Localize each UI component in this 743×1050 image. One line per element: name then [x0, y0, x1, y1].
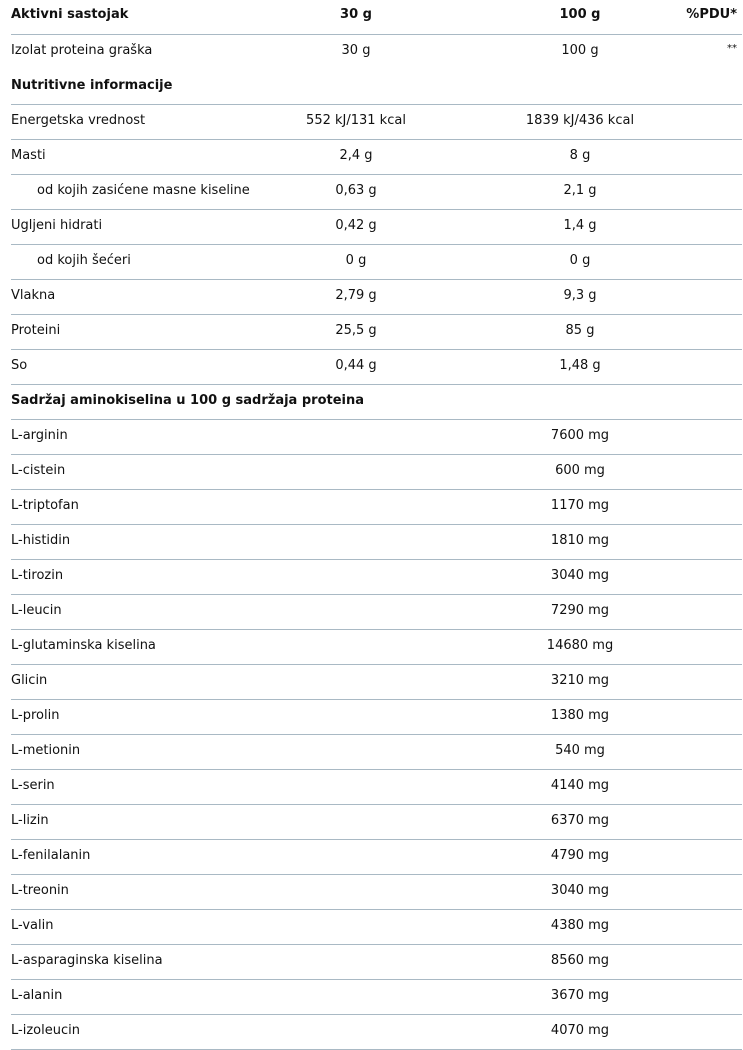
active-ingredient-name: Izolat proteina graška: [11, 43, 153, 58]
amino-acid-per-100g: 600 mg: [555, 463, 605, 478]
amino-acid-per-100g: 4070 mg: [550, 1023, 610, 1038]
amino-acid-row: [11, 770, 742, 805]
amino-acid-name: L-cistein: [11, 463, 66, 478]
nutrient-per-30g: 25,5 g: [335, 323, 377, 338]
amino-acid-per-100g: 7290 mg: [550, 603, 610, 618]
nutrient-per-100g: 9,3 g: [563, 288, 597, 303]
table-header-row: [11, 0, 742, 35]
amino-acid-name: L-glutaminska kiselina: [11, 638, 156, 653]
nutrient-per-100g: 0 g: [569, 253, 591, 268]
amino-acid-per-100g: 3210 mg: [550, 673, 610, 688]
amino-acid-name: Glicin: [11, 673, 48, 688]
nutrient-name: Proteini: [11, 323, 61, 338]
amino-acid-name: L-prolin: [11, 708, 60, 723]
amino-acid-row: [11, 525, 742, 560]
amino-acid-name: L-valin: [11, 918, 54, 933]
amino-acid-per-100g: 8560 mg: [550, 953, 610, 968]
amino-rows: [11, 420, 742, 1050]
amino-acid-name: L-leucin: [11, 603, 62, 618]
amino-acid-name: L-alanin: [11, 988, 63, 1003]
nutrient-per-100g: 1839 kJ/436 kcal: [525, 113, 635, 128]
amino-acid-name: L-histidin: [11, 533, 71, 548]
nutrition-table: [11, 0, 742, 1050]
nutrition-row: [11, 350, 742, 385]
nutrient-name: od kojih šećeri: [37, 253, 131, 268]
amino-acid-row: [11, 910, 742, 945]
amino-acid-name: L-serin: [11, 778, 55, 793]
amino-acid-per-100g: 3040 mg: [550, 568, 610, 583]
nutrition-row: [11, 315, 742, 350]
amino-acid-per-100g: 4790 mg: [550, 848, 610, 863]
amino-acid-name: L-tirozin: [11, 568, 64, 583]
amino-acid-per-100g: 14680 mg: [546, 638, 614, 653]
amino-acid-row: [11, 980, 742, 1015]
amino-acid-row: [11, 945, 742, 980]
amino-acid-per-100g: 4140 mg: [550, 778, 610, 793]
nutrition-row: [11, 245, 742, 280]
amino-section-title-row: [11, 385, 742, 420]
amino-acid-row: [11, 560, 742, 595]
amino-acid-row: [11, 595, 742, 630]
nutrient-per-100g: 2,1 g: [563, 183, 597, 198]
active-ingredient-30g: 30 g: [341, 43, 371, 58]
amino-acid-name: L-metionin: [11, 743, 81, 758]
nutrient-per-30g: 2,4 g: [339, 148, 373, 163]
header-ingredient-label: Aktivni sastojak: [11, 7, 129, 22]
amino-acid-per-100g: 3040 mg: [550, 883, 610, 898]
nutrient-per-100g: 1,4 g: [563, 218, 597, 233]
nutrient-per-30g: 2,79 g: [335, 288, 377, 303]
nutrition-row: [11, 105, 742, 140]
amino-acid-row: [11, 700, 742, 735]
amino-acid-row: [11, 665, 742, 700]
nutrient-per-30g: 0,42 g: [335, 218, 377, 233]
nutrient-per-30g: 0 g: [345, 253, 367, 268]
header-col-100g: 100 g: [559, 7, 601, 22]
nutrition-rows: [11, 105, 742, 385]
nutrient-name: Energetska vrednost: [11, 113, 146, 128]
nutrient-per-30g: 0,63 g: [335, 183, 377, 198]
amino-acid-per-100g: 540 mg: [555, 743, 605, 758]
amino-acid-name: L-treonin: [11, 883, 69, 898]
amino-acid-name: L-lizin: [11, 813, 49, 828]
active-ingredient-pdu: **: [727, 43, 737, 54]
nutrition-row: [11, 210, 742, 245]
amino-acid-name: L-asparaginska kiselina: [11, 953, 163, 968]
active-ingredient-100g: 100 g: [561, 43, 599, 58]
amino-acid-row: [11, 840, 742, 875]
amino-acid-row: [11, 490, 742, 525]
amino-acid-name: L-arginin: [11, 428, 68, 443]
nutrient-name: Masti: [11, 148, 46, 163]
nutrient-per-30g: 0,44 g: [335, 358, 377, 373]
nutrient-name: Vlakna: [11, 288, 56, 303]
header-col-30g: 30 g: [340, 7, 372, 22]
nutrition-section-title: Nutritivne informacije: [11, 78, 173, 93]
amino-acid-per-100g: 1810 mg: [550, 533, 610, 548]
amino-acid-per-100g: 7600 mg: [550, 428, 610, 443]
nutrient-name: So: [11, 358, 28, 373]
nutrient-per-100g: 8 g: [569, 148, 591, 163]
nutrition-row: [11, 280, 742, 315]
nutrient-per-100g: 1,48 g: [559, 358, 601, 373]
header-col-pdu: %PDU*: [686, 7, 737, 22]
amino-acid-row: [11, 735, 742, 770]
amino-acid-row: [11, 875, 742, 910]
nutrient-per-100g: 85 g: [565, 323, 595, 338]
amino-acid-name: L-izoleucin: [11, 1023, 80, 1038]
nutrient-name: od kojih zasićene masne kiseline: [37, 183, 250, 198]
amino-acid-name: L-triptofan: [11, 498, 79, 513]
amino-acid-per-100g: 3670 mg: [550, 988, 610, 1003]
amino-acid-row: [11, 630, 742, 665]
amino-acid-name: L-fenilalanin: [11, 848, 91, 863]
nutrition-section-title-row: [11, 70, 742, 105]
nutrient-name: Ugljeni hidrati: [11, 218, 103, 233]
nutrition-row: [11, 140, 742, 175]
amino-acid-per-100g: 4380 mg: [550, 918, 610, 933]
amino-acid-per-100g: 1380 mg: [550, 708, 610, 723]
amino-section-title: Sadržaj aminokiselina u 100 g sadržaja proteina: [11, 393, 365, 408]
amino-acid-row: [11, 1015, 742, 1050]
nutrient-per-30g: 552 kJ/131 kcal: [306, 113, 406, 128]
amino-acid-row: [11, 455, 742, 490]
amino-acid-per-100g: 1170 mg: [550, 498, 610, 513]
nutrition-row: [11, 175, 742, 210]
amino-acid-per-100g: 6370 mg: [550, 813, 610, 828]
amino-acid-row: [11, 805, 742, 840]
active-ingredient-row: [11, 35, 742, 70]
amino-acid-row: [11, 420, 742, 455]
